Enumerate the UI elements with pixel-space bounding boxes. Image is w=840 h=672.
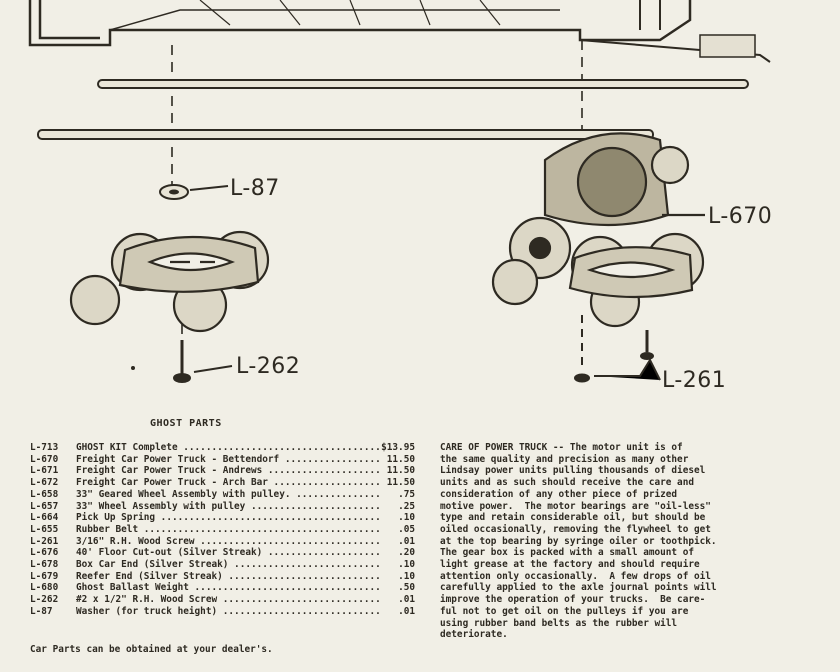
part-description: Freight Car Power Truck - Bettendorf ..... [76, 454, 379, 466]
part-price: .10 [398, 512, 415, 524]
part-price: .01 [398, 535, 415, 547]
part-description: 3/16" R.H. Wood Screw ..... [76, 536, 379, 548]
part-price: .05 [398, 523, 415, 535]
part-price: .20 [398, 547, 415, 559]
part-row [30, 524, 415, 536]
part-row [30, 571, 415, 583]
freight-truck-drawing [71, 232, 268, 331]
wood-screw-drawing [174, 340, 232, 382]
part-description: Washer (for truck height) ..... [76, 606, 379, 618]
care-text-line: light grease at the factory and should require [440, 559, 700, 571]
part-number: L-262 [30, 594, 59, 606]
part-number: L-672 [30, 477, 59, 489]
care-text-line: using rubber band belts as the rubber will [440, 617, 678, 629]
washer-drawing [160, 185, 228, 199]
part-price: 11.50 [386, 465, 415, 477]
part-price: .25 [398, 500, 415, 512]
part-price: .50 [398, 582, 415, 594]
part-number: L-670 [30, 453, 59, 465]
care-text-line: oiled occasionally, removing the flywheel to get [440, 523, 711, 535]
part-description: Box Car End (Silver Streak) ..... [76, 559, 379, 571]
part-price: 11.50 [386, 477, 415, 489]
part-description: 33" Wheel Assembly with pulley ..... [76, 501, 379, 513]
care-text-line: deteriorate. [440, 629, 508, 641]
part-description: 40' Floor Cut-out (Silver Streak) ..... [76, 547, 379, 559]
care-text-line: consideration of any other piece of prized [440, 488, 678, 500]
part-description: #2 x 1/2" R.H. Wood Screw ..... [76, 594, 379, 606]
part-number: L-713 [30, 442, 59, 453]
part-row [30, 594, 415, 606]
callout-l262: L-262 [236, 354, 301, 379]
car-floor-drawing [30, 0, 770, 62]
care-text-line: improve the operation of your trucks. Be care- [440, 594, 706, 606]
part-row [30, 606, 415, 618]
part-price: $13.95 [381, 442, 415, 453]
care-text-line: The gear box is packed with a small amount of [440, 547, 694, 559]
part-number: L-678 [30, 559, 59, 571]
care-text-line: the same quality and precision as many other [440, 453, 689, 465]
part-description: GHOST KIT Complete ..... [76, 442, 379, 454]
part-price: .01 [398, 594, 415, 606]
part-row [30, 454, 415, 466]
part-number: L-657 [30, 500, 59, 512]
part-row [30, 582, 415, 594]
care-text-line: ful not to get oil on the pulleys if you are [440, 605, 689, 617]
part-row [30, 559, 415, 571]
parts-list [30, 442, 415, 618]
care-text-line: at the top bearing by syringe oiler or toothpick. [440, 535, 717, 547]
care-text-line: Lindsay power units pulling thousands of diesel [440, 465, 706, 477]
care-of-power-truck-text [440, 442, 825, 641]
rubber-belt-rods [38, 80, 748, 139]
part-row [30, 536, 415, 548]
part-price: .75 [398, 488, 415, 500]
care-text-line: motive power. The motor bearings are "oil-less" [440, 500, 711, 512]
part-row [30, 465, 415, 477]
care-text-line: type and retain considerable oil, but should be [440, 512, 706, 524]
part-description: Freight Car Power Truck - Arch Bar ..... [76, 477, 379, 489]
part-description: Rubber Belt ..... [76, 524, 379, 536]
care-text-line: carefully applied to the axle journal points will [440, 582, 717, 594]
part-number: L-680 [30, 582, 59, 594]
part-price: .10 [398, 559, 415, 571]
part-price: .10 [398, 570, 415, 582]
part-row [30, 489, 415, 501]
part-price: .01 [398, 605, 415, 617]
part-description: 33" Geared Wheel Assembly with pulley. ..... [76, 489, 379, 501]
part-number: L-261 [30, 535, 59, 547]
part-row [30, 547, 415, 559]
dealer-note: Car Parts can be obtained at your dealer's. [30, 644, 273, 655]
part-number: L-676 [30, 547, 59, 559]
part-price: 11.50 [386, 453, 415, 465]
part-number: L-679 [30, 570, 59, 582]
care-text-line: CARE OF POWER TRUCK -- The motor unit is of [440, 442, 683, 453]
power-truck-drawing [493, 133, 705, 326]
part-number: L-671 [30, 465, 59, 477]
callout-l670: L-670 [708, 204, 773, 229]
part-row [30, 501, 415, 513]
part-description: Pick Up Spring ..... [76, 512, 379, 524]
callout-l87: L-87 [230, 176, 280, 201]
parts-list-title: GHOST PARTS [150, 418, 222, 429]
care-text-line: units and as such should receive the care and [440, 477, 694, 489]
part-description: Reefer End (Silver Streak) ..... [76, 571, 379, 583]
part-number: L-658 [30, 488, 59, 500]
part-row [30, 477, 415, 489]
ink-dot [131, 366, 135, 370]
part-row [30, 442, 415, 454]
part-number: L-664 [30, 512, 59, 524]
part-row [30, 512, 415, 524]
part-description: Ghost Ballast Weight ..... [76, 582, 379, 594]
callout-l261: L-261 [662, 368, 727, 393]
care-text-line: attention only occasionally. A few drops of oil [440, 570, 711, 582]
part-number: L-87 [30, 605, 53, 617]
part-description: Freight Car Power Truck - Andrews ..... [76, 465, 379, 477]
part-number: L-655 [30, 523, 59, 535]
